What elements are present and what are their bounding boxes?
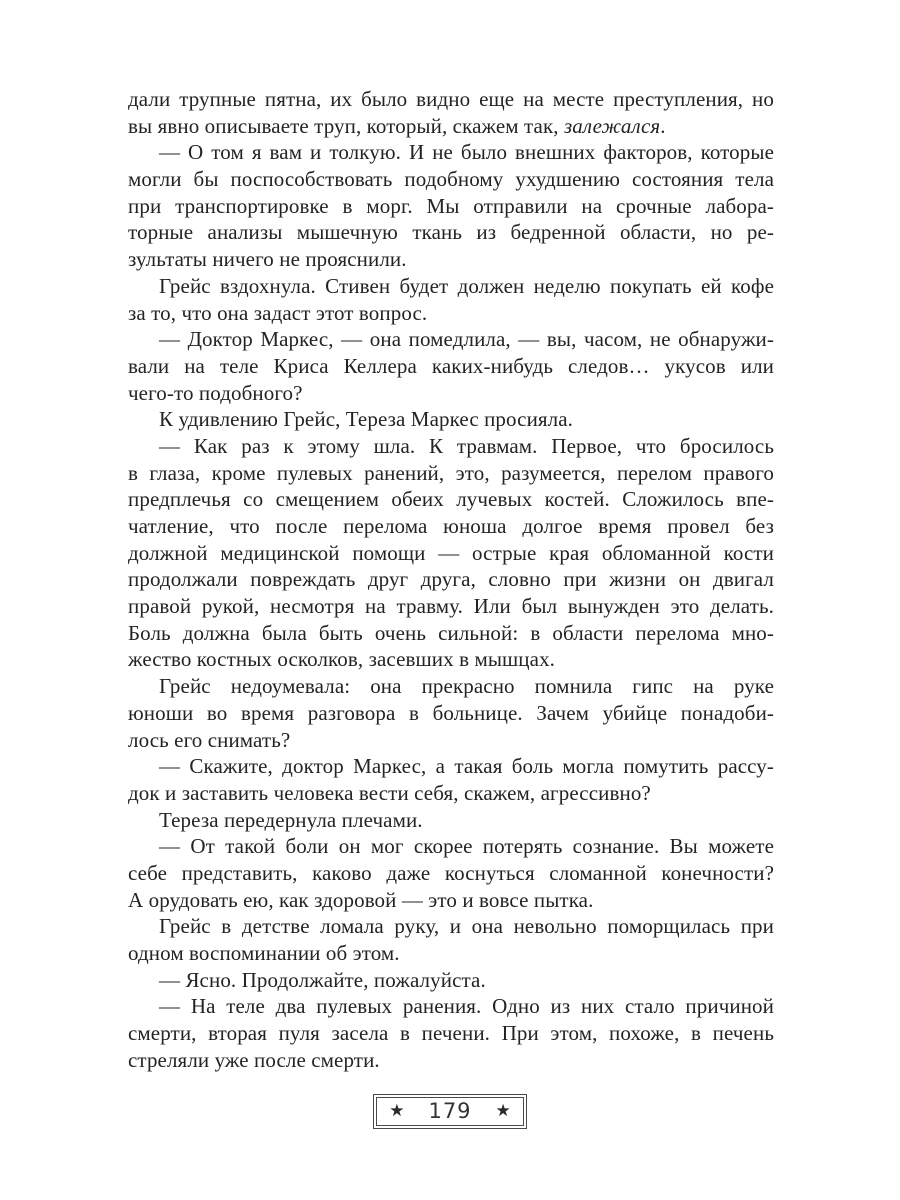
text-segment: док и заставить человека вести себя, скажем, агрессивно?: [128, 780, 651, 805]
star-icon: ★: [389, 1101, 405, 1121]
text-segment: А орудовать ею, как здоровой — это и вовсе пытка.: [128, 887, 594, 912]
text-segment: — О том я вам и толкую. И не было внешних факторов, которые: [159, 140, 774, 165]
text-segment: вали на теле Криса Келлера каких-нибудь следов… укусов или: [128, 353, 774, 378]
text-segment: чатление, что после перелома юноша долгое время провел без: [128, 514, 774, 538]
page-number-box-inner: [376, 1097, 524, 1126]
text-segment: зультаты ничего не прояснили.: [128, 247, 407, 272]
text-line: [128, 513, 774, 540]
text-line: [128, 219, 774, 246]
text-segment: при транспортировке в морг. Мы отправили на срочные лабора-: [128, 193, 774, 218]
text-segment: .: [660, 113, 666, 138]
text-line: [128, 673, 774, 700]
text-line: [128, 913, 774, 940]
text-line: [128, 433, 774, 460]
page-number-box: [373, 1094, 527, 1129]
paragraph: [128, 673, 774, 753]
text-segment: одном воспоминании об этом.: [128, 941, 400, 965]
paragraph: [128, 913, 774, 966]
text-line: [128, 993, 774, 1020]
paragraph: [128, 807, 774, 834]
text-segment: — Доктор Маркес, — она помедлила, — вы, часом, не обнаружи-: [159, 327, 774, 352]
text-line: [128, 246, 774, 273]
star-icon: ★: [495, 1101, 511, 1121]
text-segment: должной медицинской помощи — острые края обломанной кости: [128, 540, 774, 565]
text-line: [128, 727, 774, 754]
paragraph: [128, 86, 774, 139]
italic-text: залежался: [563, 113, 661, 138]
text-segment: лось его снимать?: [128, 727, 291, 752]
text-line: [128, 566, 774, 593]
text-segment: могли бы поспособствовать подобному ухудшению состояния тела: [128, 167, 774, 192]
text-segment: юноши во время разговора в больнице. Зачем убийце понадоби-: [128, 700, 774, 725]
text-line: [128, 700, 774, 727]
text-segment: Боль должна была быть очень сильной: в области перелома мно-: [128, 620, 774, 645]
text-segment: — Как раз к этому шла. К травмам. Первое, что бросилось: [159, 433, 774, 458]
text-segment: в глаза, кроме пулевых ранений, это, разумеется, перелом правого: [128, 460, 774, 485]
text-line: [128, 113, 774, 140]
text-segment: — Ясно. Продолжайте, пожалуйста.: [159, 967, 486, 992]
text-segment: вы явно описываете труп, который, скажем так,: [128, 113, 564, 138]
text-segment: за то, что она задаст этот вопрос.: [128, 300, 428, 325]
text-segment: Грейс вздохнула. Стивен будет должен неделю покупать ей кофе: [159, 273, 774, 298]
text-line: [128, 166, 774, 193]
text-segment: торные анализы мышечную ткань из бедренной области, но ре-: [128, 220, 774, 245]
text-line: [128, 460, 774, 487]
text-segment: — От такой боли он мог скорее потерять сознание. Вы можете: [159, 834, 774, 859]
body-text: [128, 86, 774, 1073]
text-line: [128, 780, 774, 807]
text-segment: Грейс недоумевала: она прекрасно помнила гипс на руке: [159, 674, 774, 699]
text-line: [128, 1047, 774, 1074]
text-line: [128, 380, 774, 407]
text-line: [128, 406, 774, 433]
text-segment: чего-то подобного?: [128, 380, 303, 405]
text-line: [128, 353, 774, 380]
text-line: [128, 807, 774, 834]
paragraph: [128, 753, 774, 806]
paragraph: [128, 326, 774, 406]
text-line: [128, 620, 774, 647]
text-segment: смерти, вторая пуля засела в печени. При этом, похоже, в печень: [128, 1021, 774, 1046]
text-segment: предплечья со смещением обеих лучевых костей. Сложилось впе-: [128, 487, 774, 512]
text-segment: — На теле два пулевых ранения. Одно из них стало причиной: [159, 994, 774, 1019]
text-segment: жество костных осколков, засевших в мышцах.: [128, 647, 556, 672]
text-segment: К удивлению Грейс, Тереза Маркес просияла.: [159, 407, 574, 432]
text-line: [128, 646, 774, 673]
text-line: [128, 300, 774, 327]
text-line: [128, 86, 774, 113]
text-line: [128, 860, 774, 887]
text-segment: — Скажите, доктор Маркес, а такая боль могла помутить рассу-: [159, 754, 774, 779]
text-segment: продолжали повреждать друг друга, словно при жизни он двигал: [128, 567, 774, 592]
text-segment: Тереза передернула плечами.: [159, 807, 423, 832]
text-line: [128, 967, 774, 994]
text-segment: стреляли уже после смерти.: [128, 1047, 380, 1072]
paragraph: [128, 833, 774, 913]
text-line: [128, 887, 774, 914]
paragraph: [128, 139, 774, 272]
text-segment: себе представить, каково даже коснуться сломанной конечности?: [128, 860, 774, 885]
text-segment: Грейс в детстве ломала руку, и она невольно поморщилась при: [159, 914, 774, 939]
text-line: [128, 326, 774, 353]
text-line: [128, 1020, 774, 1047]
text-line: [128, 753, 774, 780]
page-number: 179: [428, 1099, 472, 1123]
paragraph: [128, 993, 774, 1073]
paragraph: [128, 406, 774, 433]
text-line: [128, 833, 774, 860]
text-line: [128, 139, 774, 166]
paragraph: [128, 433, 774, 673]
text-line: [128, 193, 774, 220]
text-line: [128, 273, 774, 300]
page-footer: [0, 1094, 900, 1129]
text-line: [128, 593, 774, 620]
text-segment: дали трупные пятна, их было видно еще на месте преступления, но: [128, 87, 774, 111]
text-segment: правой рукой, несмотря на травму. Или был вынужден это делать.: [128, 594, 774, 619]
paragraph: [128, 273, 774, 326]
text-line: [128, 486, 774, 513]
paragraph: [128, 967, 774, 994]
text-line: [128, 540, 774, 567]
text-line: [128, 940, 774, 967]
